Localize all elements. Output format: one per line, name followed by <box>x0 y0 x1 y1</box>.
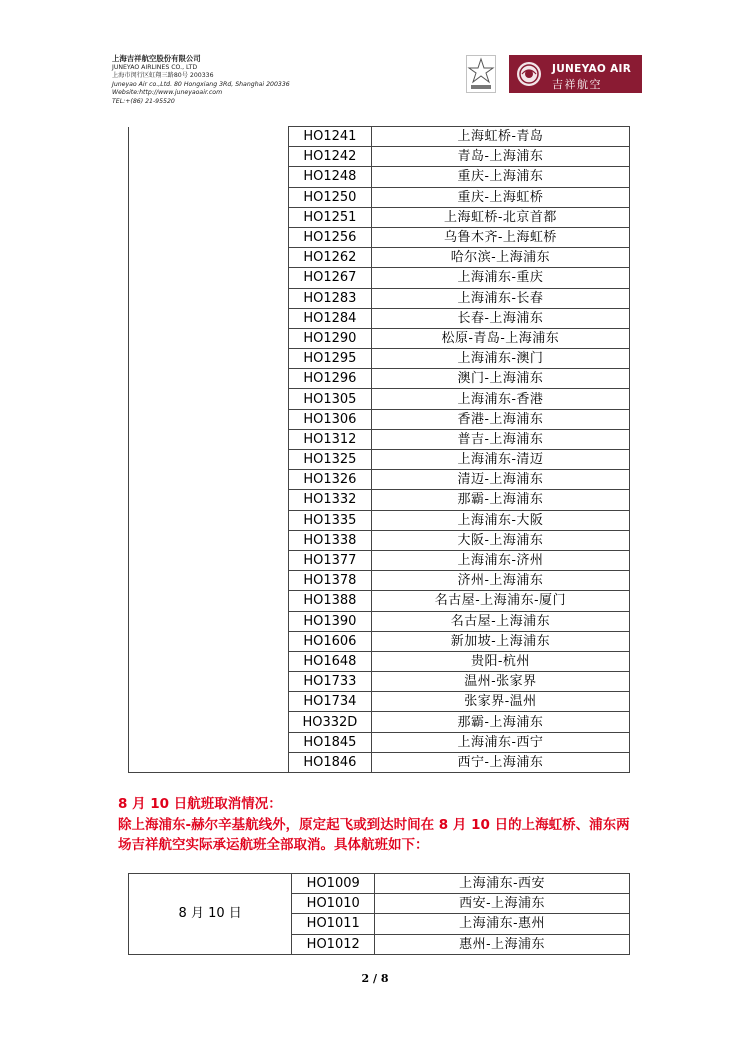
flight-code: HO1734 <box>288 692 371 712</box>
flight-route: 贵阳-杭州 <box>371 651 629 671</box>
flight-code: HO1296 <box>288 369 371 389</box>
notice-heading: 8 月 10 日航班取消情况： <box>118 796 282 812</box>
flight-code: HO1283 <box>288 288 371 308</box>
flight-code: HO1290 <box>288 328 371 348</box>
flight-code: HO1009 <box>292 874 375 894</box>
flight-table-continued <box>128 126 630 773</box>
flight-route: 上海浦东-香港 <box>371 389 629 409</box>
flight-code: HO1012 <box>292 934 375 954</box>
logo-text-cn: 吉祥航空 <box>552 78 602 91</box>
flight-route: 澳门-上海浦东 <box>371 369 629 389</box>
table-row <box>129 874 630 894</box>
flight-route: 松原-青岛-上海浦东 <box>371 328 629 348</box>
flight-route: 上海浦东-西安 <box>375 874 630 894</box>
merged-date-cell <box>129 127 289 773</box>
flight-route: 普吉-上海浦东 <box>371 429 629 449</box>
company-name-cn: 上海吉祥航空股份有限公司 <box>112 54 201 63</box>
juneyao-logo <box>509 55 642 93</box>
flight-route: 那霸-上海浦东 <box>371 712 629 732</box>
flight-route: 上海浦东-大阪 <box>371 510 629 530</box>
logo-text-en: JUNEYAO AIR <box>552 63 632 75</box>
flight-route: 西宁-上海浦东 <box>371 752 629 772</box>
flight-code: HO1267 <box>288 268 371 288</box>
aug10-flight-table <box>128 873 630 955</box>
flight-route: 大阪-上海浦东 <box>371 530 629 550</box>
flight-code: HO1295 <box>288 349 371 369</box>
flight-route: 温州-张家界 <box>371 672 629 692</box>
page-number: 2 / 8 <box>361 972 389 985</box>
flight-route: 新加坡-上海浦东 <box>371 631 629 651</box>
flight-code: HO1284 <box>288 308 371 328</box>
flight-route: 上海浦东-重庆 <box>371 268 629 288</box>
flight-code: HO1262 <box>288 248 371 268</box>
flight-route: 上海浦东-惠州 <box>375 914 630 934</box>
flight-code: HO1326 <box>288 470 371 490</box>
flight-route: 上海浦东-清迈 <box>371 450 629 470</box>
juneyao-emblem-icon <box>517 62 541 86</box>
flight-route: 惠州-上海浦东 <box>375 934 630 954</box>
date-cell: 8 月 10 日 <box>129 874 292 955</box>
star-emblem-icon <box>466 55 496 93</box>
flight-route: 那霸-上海浦东 <box>371 490 629 510</box>
flight-route: 上海虹桥-北京首都 <box>371 207 629 227</box>
flight-route: 张家界-温州 <box>371 692 629 712</box>
flight-code: HO1242 <box>288 147 371 167</box>
flight-route: 重庆-上海浦东 <box>371 167 629 187</box>
address-cn: 上海市闵行区虹翔三路80号 200336 <box>112 72 214 80</box>
flight-code: HO1648 <box>288 651 371 671</box>
notice-body: 除上海浦东-赫尔辛基航线外，原定起飞或到达时间在 8 月 10 日的上海虹桥、浦东两场吉祥航空实际承运航班全部取消。具体航班如下： <box>118 816 630 853</box>
flight-code: HO1241 <box>288 127 371 147</box>
flight-code: HO1388 <box>288 591 371 611</box>
flight-code: HO1390 <box>288 611 371 631</box>
flight-route: 重庆-上海虹桥 <box>371 187 629 207</box>
flight-code: HO332D <box>288 712 371 732</box>
flight-code: HO1338 <box>288 530 371 550</box>
flight-code: HO1010 <box>292 894 375 914</box>
flight-code: HO1378 <box>288 571 371 591</box>
flight-route: 上海浦东-济州 <box>371 550 629 570</box>
company-name-en: JUNEYAO AIRLINES CO., LTD <box>112 63 198 71</box>
flight-code: HO1248 <box>288 167 371 187</box>
flight-code: HO1733 <box>288 672 371 692</box>
flight-route: 长春-上海浦东 <box>371 308 629 328</box>
flight-code: HO1377 <box>288 550 371 570</box>
flight-code: HO1332 <box>288 490 371 510</box>
flight-code: HO1312 <box>288 429 371 449</box>
flight-code: HO1011 <box>292 914 375 934</box>
flight-route: 青岛-上海浦东 <box>371 147 629 167</box>
flight-code: HO1251 <box>288 207 371 227</box>
flight-route: 上海浦东-澳门 <box>371 349 629 369</box>
flight-code: HO1306 <box>288 409 371 429</box>
flight-route: 名古屋-上海浦东 <box>371 611 629 631</box>
flight-route: 上海虹桥-青岛 <box>371 127 629 147</box>
flight-code: HO1335 <box>288 510 371 530</box>
flight-code: HO1846 <box>288 752 371 772</box>
flight-route: 西安-上海浦东 <box>375 894 630 914</box>
flight-route: 香港-上海浦东 <box>371 409 629 429</box>
flight-code: HO1305 <box>288 389 371 409</box>
flight-route: 名古屋-上海浦东-厦门 <box>371 591 629 611</box>
flight-route: 上海浦东-西宁 <box>371 732 629 752</box>
flight-code: HO1325 <box>288 450 371 470</box>
letterhead <box>112 55 290 107</box>
flight-route: 乌鲁木齐-上海虹桥 <box>371 227 629 247</box>
table-row <box>129 127 630 147</box>
flight-route: 清迈-上海浦东 <box>371 470 629 490</box>
flight-code: HO1845 <box>288 732 371 752</box>
address-en: Juneyao Air co.,Ltd. 80 Hongxiang 3Rd, Shanghai 200336 <box>112 80 290 88</box>
flight-route: 上海浦东-长春 <box>371 288 629 308</box>
flight-code: HO1256 <box>288 227 371 247</box>
website: Website:http://www.juneyaoair.com <box>112 89 223 97</box>
telephone: TEL:+(86) 21-95520 <box>112 97 175 105</box>
flight-route: 济州-上海浦东 <box>371 571 629 591</box>
flight-code: HO1250 <box>288 187 371 207</box>
flight-code: HO1606 <box>288 631 371 651</box>
cancellation-notice <box>118 794 638 856</box>
flight-route: 哈尔滨-上海浦东 <box>371 248 629 268</box>
